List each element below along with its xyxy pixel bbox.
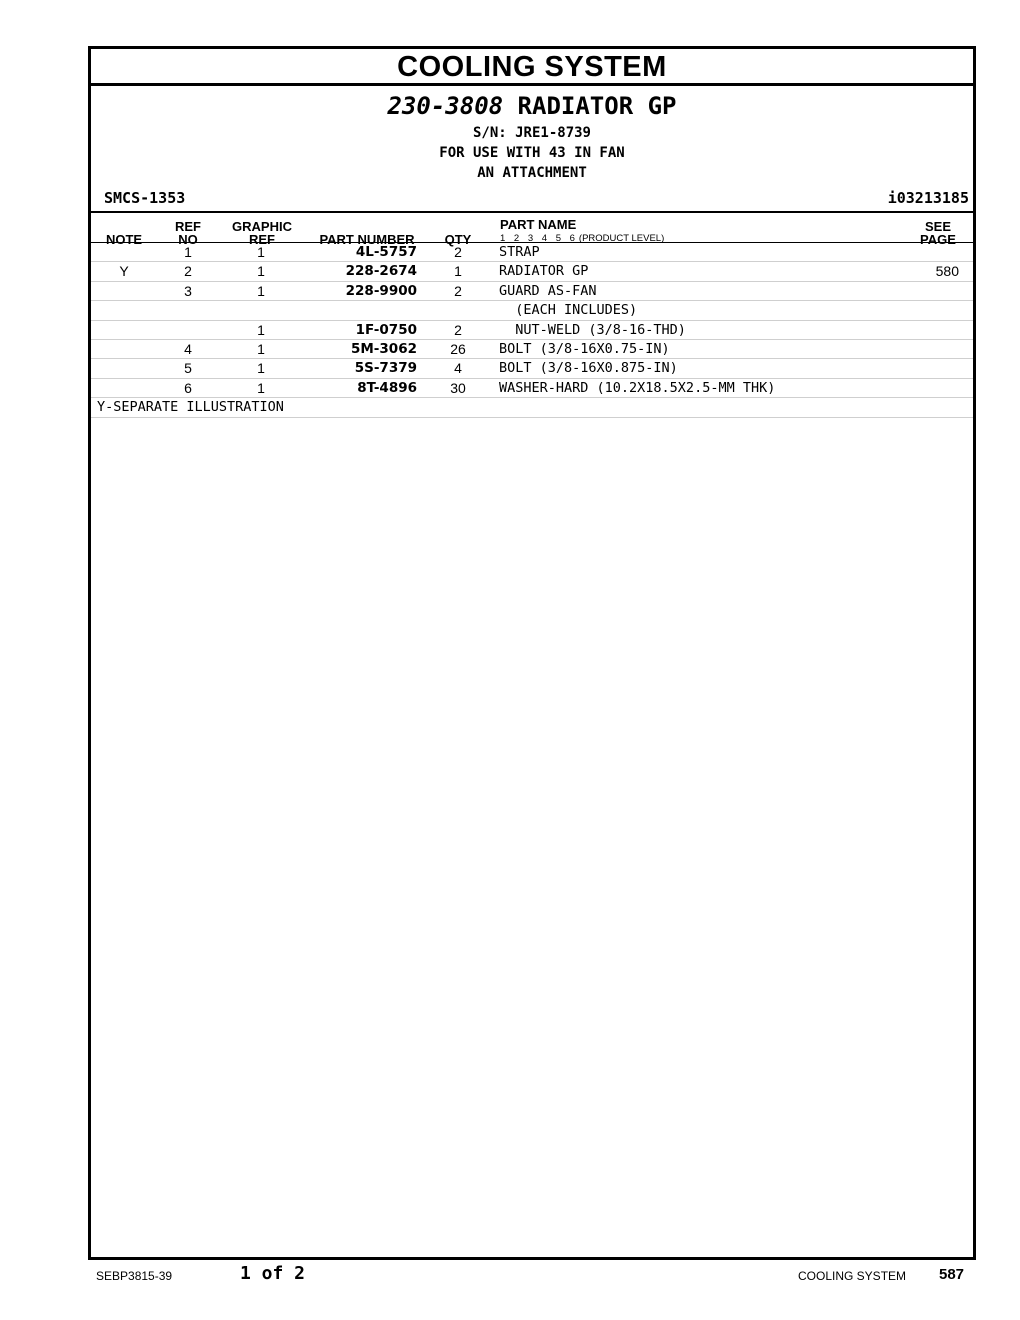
cell-graphic-ref: 1 xyxy=(257,340,265,357)
cell-part-name: RADIATOR GP xyxy=(499,263,589,280)
header-part-number: PART NUMBER xyxy=(319,232,415,247)
cell-qty: 1 xyxy=(454,263,462,280)
cell-part-number: 5S-7379 xyxy=(354,360,417,377)
cell-qty: 2 xyxy=(454,282,462,299)
cell-part-number: 228-9900 xyxy=(345,282,417,299)
table-row xyxy=(91,379,973,398)
cell-see-page: 580 xyxy=(935,263,959,280)
header-note: NOTE xyxy=(105,232,143,247)
header-graphic-top: GRAPHIC xyxy=(232,219,292,234)
table-row xyxy=(91,359,973,378)
cell-graphic-ref: 1 xyxy=(257,282,265,299)
table-row xyxy=(91,340,973,359)
cell-part-number: 5M-3062 xyxy=(350,340,417,357)
table-row xyxy=(91,262,973,281)
cell-ref: 2 xyxy=(184,263,192,280)
header-ref-top: REF xyxy=(175,219,201,234)
group-number: 230-3808 xyxy=(387,92,504,120)
footnote-row xyxy=(91,398,973,417)
footnote: Y-SEPARATE ILLUSTRATION xyxy=(97,399,284,416)
cell-part-name: NUT-WELD (3/8-16-THD) xyxy=(499,321,686,338)
cell-qty: 2 xyxy=(454,244,462,260)
cell-graphic-ref: 1 xyxy=(257,244,265,260)
cell-qty: 4 xyxy=(454,360,462,377)
footer-page-of: 1 of 2 xyxy=(240,1263,306,1284)
cell-part-name: WASHER-HARD (10.2X18.5X2.5-MM THK) xyxy=(499,379,776,396)
cell-ref: 1 xyxy=(184,244,192,260)
cell-part-number: 8T-4896 xyxy=(357,379,417,396)
header-see-top: SEE xyxy=(924,219,951,234)
page-frame xyxy=(88,46,976,1260)
cell-ref: 4 xyxy=(184,340,192,357)
footer-section: COOLING SYSTEM xyxy=(798,1269,907,1283)
cell-part-name: BOLT (3/8-16X0.875-IN) xyxy=(499,360,678,377)
illustration-id: i03213185 xyxy=(887,189,969,207)
cell-qty: 2 xyxy=(454,321,462,338)
cell-part-number: 4L-5757 xyxy=(355,244,417,260)
group-title xyxy=(91,91,973,121)
footer-page-number: 587 xyxy=(939,1266,965,1283)
section-title: COOLING SYSTEM xyxy=(91,49,973,86)
product-level-label: (PRODUCT LEVEL) xyxy=(578,233,665,244)
header-part-name: PART NAME xyxy=(500,217,577,232)
cell-part-number: 1F-0750 xyxy=(355,321,417,338)
parts-table xyxy=(91,243,973,418)
header-ref-bottom: NO xyxy=(178,232,198,247)
product-level-numbers: 1 2 3 4 5 6 xyxy=(500,233,575,244)
table-row xyxy=(91,301,973,320)
table-row xyxy=(91,243,973,262)
cell-graphic-ref: 1 xyxy=(257,263,265,280)
usage-line-1: FOR USE WITH 43 IN FAN xyxy=(439,145,625,161)
cell-ref: 5 xyxy=(184,360,192,377)
footer-doc-id: SEBP3815-39 xyxy=(96,1269,173,1283)
cell-part-name: STRAP xyxy=(499,244,540,260)
cell-ref: 6 xyxy=(184,379,192,396)
header-qty: QTY xyxy=(444,232,472,247)
cell-graphic-ref: 1 xyxy=(257,321,265,338)
header-see-bottom: PAGE xyxy=(920,232,956,247)
cell-note: Y xyxy=(119,263,129,280)
header-graphic-bottom: REF xyxy=(249,232,275,247)
table-row xyxy=(91,282,973,301)
serial-number: S/N: JRE1-8739 xyxy=(472,125,591,141)
header-rule xyxy=(91,211,973,213)
cell-graphic-ref: 1 xyxy=(257,360,265,377)
cell-graphic-ref: 1 xyxy=(257,379,265,396)
cell-qty: 26 xyxy=(450,340,466,357)
cell-qty: 30 xyxy=(450,379,466,396)
smcs-code: SMCS-1353 xyxy=(104,189,186,207)
cell-part-name: BOLT (3/8-16X0.75-IN) xyxy=(499,340,670,357)
group-name: RADIATOR GP xyxy=(517,92,677,120)
cell-part-name: GUARD AS-FAN xyxy=(499,282,597,299)
cell-ref: 3 xyxy=(184,282,192,299)
table-row xyxy=(91,321,973,340)
cell-part-name: (EACH INCLUDES) xyxy=(499,302,638,319)
cell-part-number: 228-2674 xyxy=(345,263,417,280)
usage-line-2: AN ATTACHMENT xyxy=(477,165,587,181)
